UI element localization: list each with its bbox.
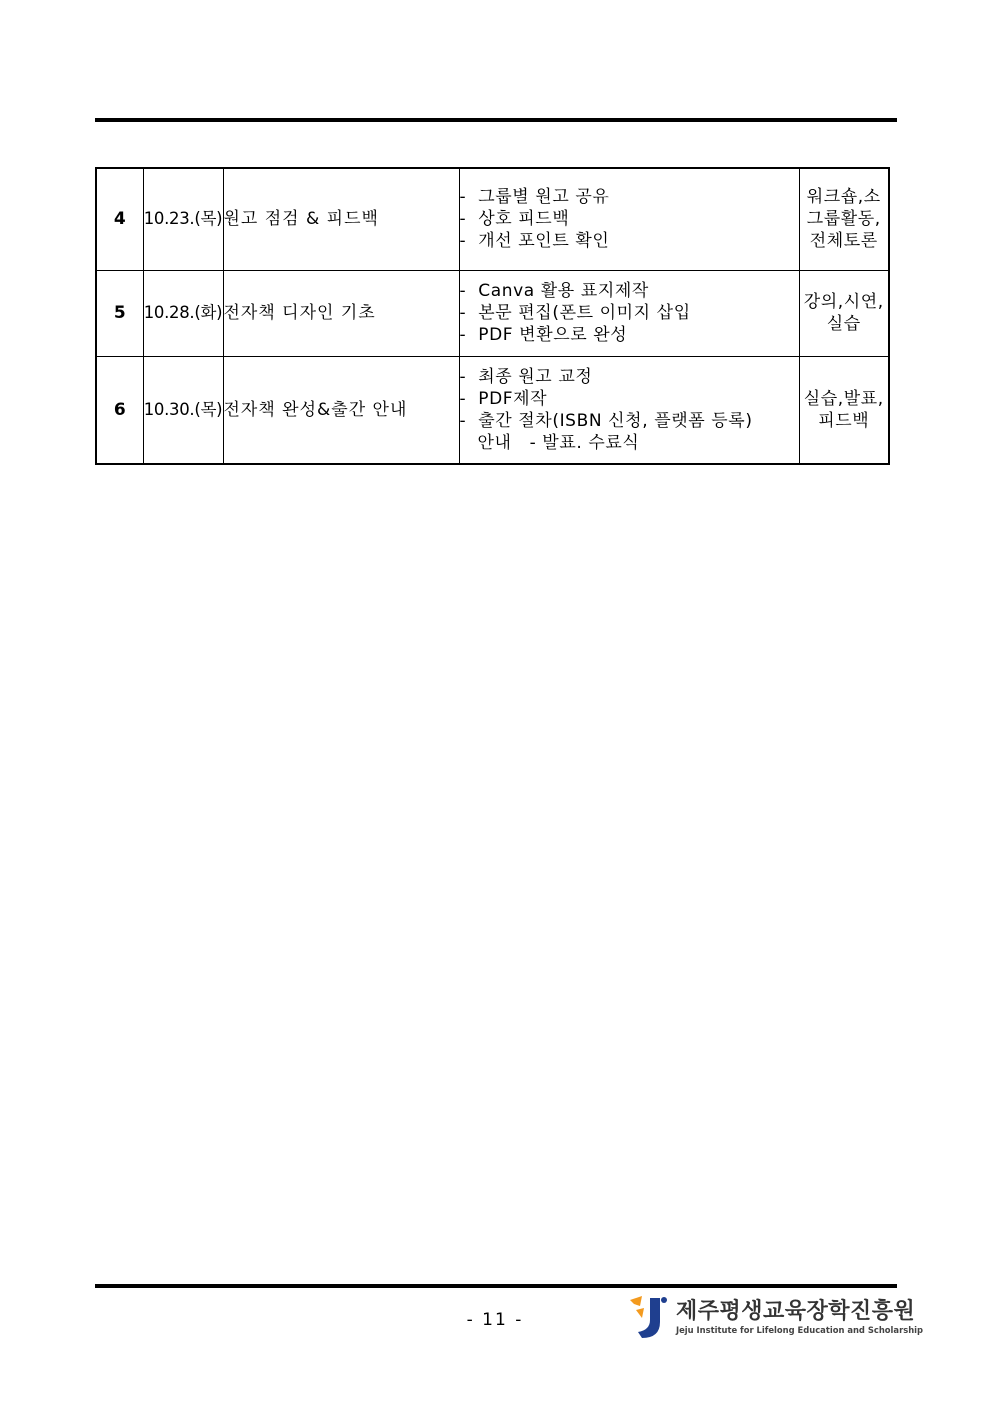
content-line: - 출간 절차(ISBN 신청, 플랫폼 등록) (459, 410, 753, 431)
session-date: 10.30.(목) (143, 356, 223, 464)
session-content (459, 168, 799, 270)
org-logo (624, 1292, 924, 1342)
header-rule (95, 118, 897, 122)
content-line: - 그룹별 원고 공유 (459, 187, 610, 208)
schedule-table (95, 167, 890, 465)
session-date: 10.28.(화) (143, 270, 223, 356)
session-method (799, 168, 889, 270)
footer-rule (95, 1284, 897, 1288)
org-name-en: Jeju Institute for Lifelong Education and Scholarship (676, 1325, 924, 1335)
session-number: 5 (96, 270, 143, 356)
content-line: - 개선 포인트 확인 (459, 231, 610, 252)
session-number: 4 (96, 168, 143, 270)
method-line: 강의,시연, (803, 292, 884, 312)
session-method (799, 356, 889, 464)
page-number: - 11 - (466, 1310, 524, 1330)
session-content (459, 356, 799, 464)
content-line: - Canva 활용 표지제작 (459, 281, 649, 301)
session-method (799, 270, 889, 356)
org-name: 제주평생교육장학진흥원 (676, 1299, 916, 1324)
table-row (96, 168, 889, 270)
content-line: 안내 - 발표. 수료식 (459, 432, 640, 453)
method-line: 전체토론 (809, 231, 878, 252)
session-date: 10.23.(목) (143, 168, 223, 270)
method-line: 피드백 (818, 410, 870, 431)
org-emblem-icon (624, 1292, 670, 1342)
session-title: 전자책 디자인 기초 (223, 270, 459, 356)
method-line: 실습 (826, 314, 861, 334)
table-row (96, 270, 889, 356)
content-line: - 최종 원고 교정 (459, 366, 593, 387)
content-line: - PDF 변환으로 완성 (459, 325, 628, 345)
method-line: 그룹활동, (806, 209, 881, 230)
session-number: 6 (96, 356, 143, 464)
content-line: - 상호 피드백 (459, 209, 570, 230)
method-line: 실습,발표, (803, 388, 884, 409)
content-line: - 본문 편집(폰트 이미지 삽입 (459, 303, 691, 323)
table-row (96, 356, 889, 464)
session-content (459, 270, 799, 356)
method-line: 워크숍,소 (806, 187, 881, 208)
session-title: 전자책 완성&출간 안내 (223, 356, 459, 464)
content-line: - PDF제작 (459, 388, 548, 409)
session-title: 원고 점검 & 피드백 (223, 168, 459, 270)
